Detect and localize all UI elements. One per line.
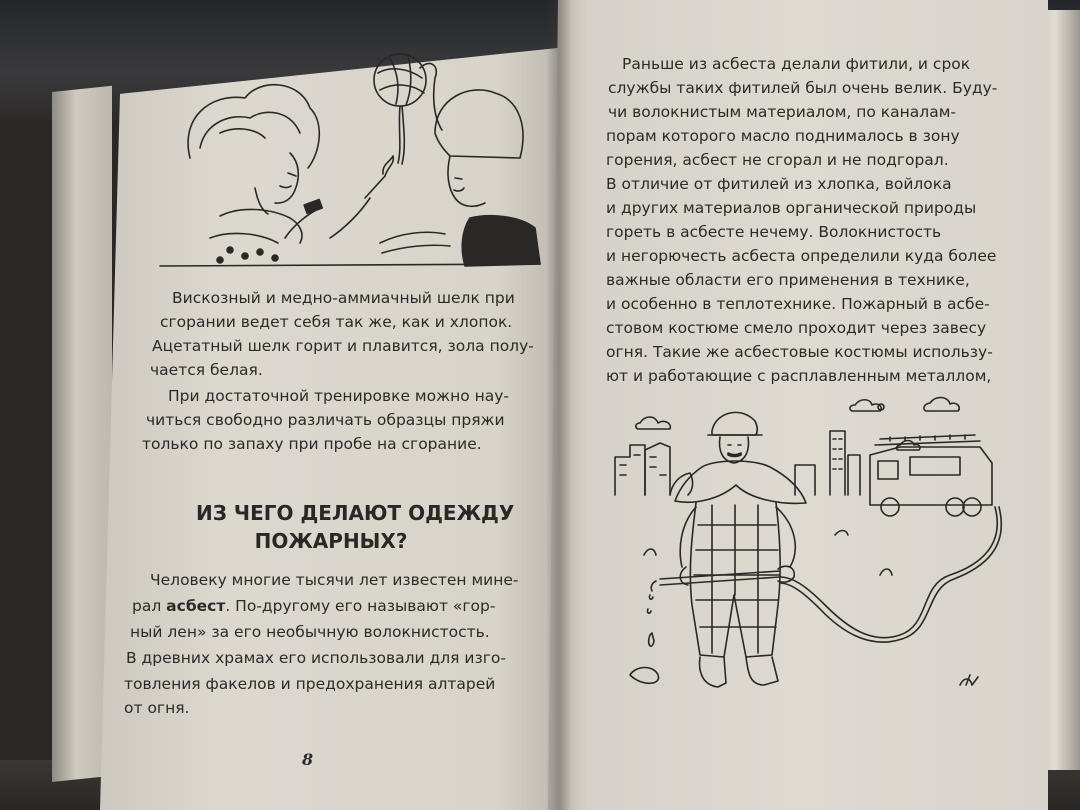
fire-truck (870, 447, 992, 505)
text-line: Человеку многие тысячи лет известен мине- (150, 571, 519, 589)
text-line: стовом костюме смело проходит через завесу (606, 319, 987, 337)
text-line (132, 594, 495, 618)
women-yarn-illustration (150, 38, 550, 278)
text-line: важные области его применения в технике, (606, 271, 970, 289)
text-line: и негорючесть асбеста определили куда более (606, 247, 997, 265)
page-number: 8 (302, 750, 314, 769)
text-line: ный лен» за его необычную волокнистость. (130, 623, 490, 641)
burning-match-flame (383, 156, 393, 176)
yarn-thread (398, 106, 400, 163)
text-line: только по запаху при пробе на сгорание. (142, 435, 482, 453)
text-line: Ацетатный шелк горит и плавится, зола полу- (152, 337, 534, 355)
building (795, 465, 815, 495)
text-line: Раньше из асбеста делали фитили, и срок (622, 55, 971, 73)
text-line: читься свободно различать образцы пряжи (146, 411, 505, 429)
text-line: и других материалов органической природы (606, 199, 977, 217)
text-line: чи волокнистым материалом, по каналам- (608, 103, 956, 121)
text-line: товления факелов и предохранения алтарей (124, 675, 496, 693)
building (615, 445, 645, 495)
cloud (924, 397, 959, 411)
firefighter-illustration (600, 395, 1020, 715)
fire-hose (780, 507, 997, 638)
boot (700, 657, 726, 687)
text-line: гореть в асбесте нечему. Волокнистость (606, 223, 942, 241)
text-line: службы таких фитилей был очень велик. Буду- (608, 79, 998, 97)
text-fragment: . По-другому его называют «гор- (225, 597, 496, 615)
text-line: сгорании ведет себя так же, как и хлопок. (160, 313, 513, 331)
heading-line-2: ПОЖАРНЫХ? (254, 529, 408, 553)
heading-line-1: ИЗ ЧЕГО ДЕЛАЮТ ОДЕЖДУ (196, 501, 515, 525)
puddle (630, 668, 659, 684)
building (645, 443, 670, 495)
text-line: ют и работающие с расплавленным металлом, (606, 367, 992, 385)
text-line: Вискозный и медно-аммиачный шелк при (172, 289, 515, 307)
text-line: чается белая. (150, 361, 263, 379)
text-line: огня. Такие же асбестовые костюмы использу- (606, 343, 993, 361)
woman2-hair (435, 90, 523, 158)
cloud (850, 400, 881, 411)
firefighter-cape (675, 461, 806, 503)
cloud (636, 417, 670, 429)
text-line: порам которого масло поднималось в зону (606, 127, 960, 145)
text-line: и особенно в теплотехнике. Пожарный в асбе- (606, 295, 990, 313)
yarn-ball (374, 54, 426, 106)
text-line: В отличие от фитилей из хлопка, войлока (606, 175, 952, 193)
firefighter-helmet (712, 412, 757, 435)
truck-wheel (881, 498, 899, 516)
woman2-dark-dress (462, 216, 540, 266)
text-fragment: рал (132, 597, 167, 615)
term-asbest: асбест (166, 597, 226, 615)
text-line: В древних храмах его использовали для изго- (126, 649, 506, 667)
truck-wheel (946, 498, 964, 516)
boot (746, 657, 778, 685)
building (830, 431, 845, 495)
page-stack-left (52, 86, 112, 782)
truck-wheel (963, 498, 981, 516)
woman1-ruffle-collar (220, 209, 302, 243)
text-line: При достаточной тренировке можно нау- (168, 387, 510, 405)
text-line: горения, асбест не сгорал и не подгорал. (606, 151, 949, 169)
woman1-hair (188, 85, 319, 168)
text-line: от огня. (124, 699, 190, 717)
